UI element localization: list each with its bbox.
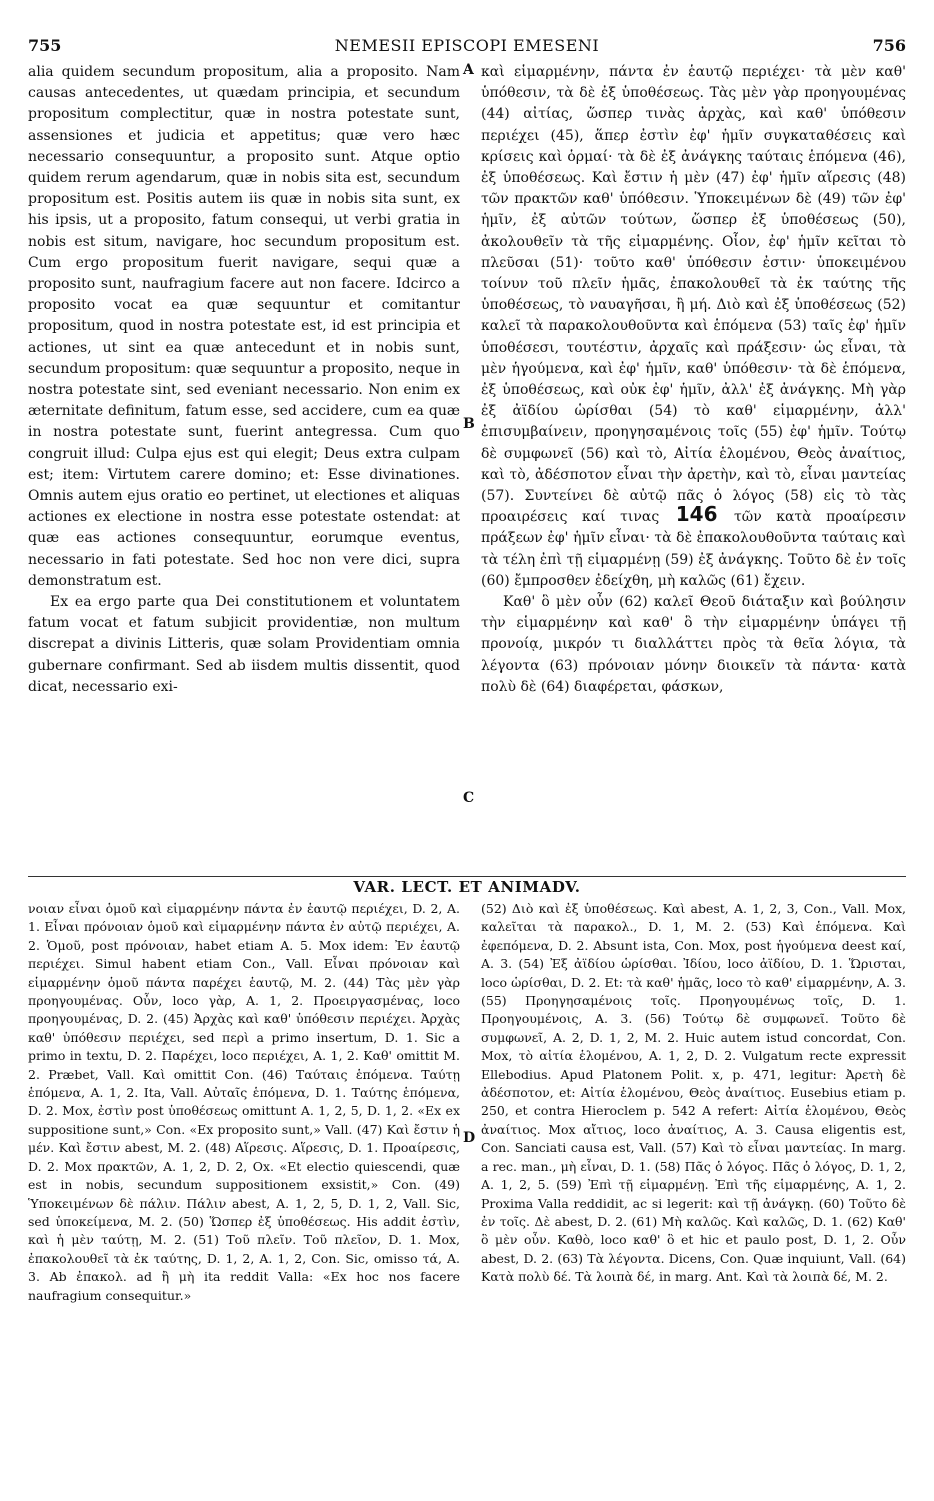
notes-right-text: (52) Διὸ καὶ ἐξ ὑποθέσεως. Καὶ abest, A. 1, 2, 3, Con., Vall. Mox, καλεῖται τὰ παρακολ., D. 1, M. 2. (53) Καὶ ἑπόμενα. Καὶ ἐφεπόμενα, D. 2. Absunt ista, Con. Mox, post ἡγούμενα deest καί, A. 3. (54) Ἐξ ἀϊδίου ὡρίσθαι. Ἰδίου, loco ἀϊδίου, D. 1. Ὥρισται, loco ὡρίσθαι, D. 2. Et: τὰ καθ' ἡμᾶς, loco τὸ καθ' εἱμαρμένην, A. 3. (55) Προηγησαμένοις τοῖς. Προηγουμένως τοῖς, D. 1. Προηγουμένοις, A. 3. (56) Τούτῳ δὲ συμφωνεῖ. Τοῦτο δὲ συμφωνεῖ, A. 2, D. 1, 2, M. 2. Huic autem istud concordat, Con. Mox, τὸ αἰτία ἑλομένου, A. 1, 2, D. 2. Vulgatum recte expressit Ellebodius. Apud Platonem Polit. x, p. 471, legitur: Ἀρετὴ δὲ ἀδέσποτον, et: Αἰτία ἑλομένου, Θεὸς ἀναίτιος. Eusebius etiam p. 250, et contra Hieroclem p. 542 A refert: Αἰτία ἑλομένου, Θεὸς ἀναίτιος. Mox αἴτιος, loco ἀναίτιος, A. 3. Causa eligentis est, Con. Sanciati causa est, Vall. (57) Καὶ τὸ εἶναι μαντείας. In marg. a rec. man., μὴ εἶναι, D. 1. (58) Πᾶς ὁ λόγος. Πᾶς ὁ λόγος, D. 1, 2, A. 1, 2, 5. (59) Ἐπὶ τῇ εἱμαρμένῃ. Ἐπὶ τῆς εἱμαρμένης, A. 1, 2. Proxima Valla reddidit, ac si legerit: καὶ τῇ ἀνάγκῃ. (60) Τοῦτο δὲ ἐν τοῖς. Δὲ abest, D. 2. (61) Μὴ καλῶς. Καὶ καλῶς, D. 1. (62) Καθ' ὃ μὲν οὖν. Καθὸ, loco καθ' ὃ et hic et paulo post, D. 1, 2. Οὖν abest, D. 2. (63) Τὰ λέγοντα. Dicens, Con. Quæ inquiunt, Vall. (64) Κατὰ πολὺ δέ. Τὰ λοιπὰ δέ, in marg. Ant. Καὶ τὰ λοιπὰ δέ, M. 2. (481, 901, 906, 1285)
latin-paragraph-2: Ex ea ergo parte qua Dei constitutionem et voluntatem fatum vocat et fatum subjicit providentiæ, non multum discrepat a divinis Litteris, quæ solam Providentiam omnia gubernare confirmant. Sed ab iisdem multis dissentit, quod dicat, necessario exi- (28, 594, 460, 695)
page-number-left: 755 (28, 36, 62, 55)
greek-column (481, 62, 906, 698)
section-marker-a: A (463, 62, 474, 78)
notes-left-text: νοιαν εἶναι ὁμοῦ καὶ εἱμαρμένην πάντα ἐν ἑαυτῷ περιέχει, D. 2, A. 1. Εἶναι πρόνοιαν ὁμοῦ καὶ εἱμαρμένην πάντα ἐν αὐτῷ περιέχει, A. 2. Ὁμοῦ, post πρόνοιαν, habet etiam A. 5. Mox idem: Ἐν ἑαυτῷ περιέχει. Simul habent etiam Con., Vall. Εἶναι πρόνοιαν καὶ εἱμαρμένην ὁμοῦ πάντα παρέχει ἑαυτῷ, M. 2. (44) Τὰς μὲν γὰρ προηγουμένας. Οὖν, loco γὰρ, A. 1, 2. Προειργασμένας, loco προηγουμένας, D. 2. (45) Ἀρχὰς καὶ καθ' ὑπόθεσιν περιέχει. Ἀρχὰς καθ' ὑπόθεσιν περιέχει, sed περὶ a primo insertum, D. 1. Sic a primo in textu, D. 2. Παρέχει, loco περιέχει, A. 1, 2. Καθ' omittit M. 2. Præbet, Vall. Καὶ omittit Con. (46) Ταύταις ἑπόμενα. Ταύτῃ ἑπόμενα, A. 1, 2. Ita, Vall. Αὐταῖς ἑπόμενα, D. 1. Ταύτης ἑπόμενα, D. 2. Mox, ἐστὶν post ὑποθέσεως omittunt A. 1, 2, 5, D. 1, 2. «Ex ex suppositione sunt,» Con. «Ex proposito sunt,» Vall. (47) Καὶ ἔστιν ἡ μέν. Καὶ ἔστιν abest, M. 2. (48) Αἵρεσις. Αἵρεσις, D. 1. Προαίρεσις, D. 2. Mox πρακτῶν, A. 1, 2, D. 2, Ox. «Et electio quiescendi, quæ est in nobis, secundum suppositionem exsistit,» Con. (49) Ὑποκειμένων δὲ πάλιν. Πάλιν abest, A. 1, 2, 5, D. 1, 2, Vall. Sic, sed ὑποκείμενα, M. 2. (50) Ὥσπερ ἐξ ὑποθέσεως. His addit ἐστὶν, καὶ ἡ μὲν ταύτῃ, M. 2. (51) Τοῦ πλεῖν. Τοῦ πλεῖον, D. 1. Mox, ἐπακολουθεῖ τὰ ἐκ ταύτης, D. 1, 2, A. 1, 2, Con. Sic, omisso τά, A. 3. Ab ἐπακολ. ad ἢ μὴ ita reddit Valla: «Ex hoc nos facere naufragium consequitur.» (28, 901, 460, 1303)
notes-divider (28, 876, 906, 877)
latin-column (28, 62, 460, 698)
edition-page-number: 146 (675, 502, 718, 527)
notes-left-column (28, 900, 460, 1305)
notes-right-column (481, 900, 906, 1287)
notes-heading: VAR. LECT. ET ANIMADV. (353, 878, 581, 896)
section-marker-b: B (463, 416, 475, 432)
greek-paragraph-1-part-b: τῶν κατὰ προαίρεσιν πράξεων ἐφ' ἡμῖν εἶναι· τὰ δὲ ἐπακολουθοῦντα ταύταις καὶ τὰ τέλη ἐπὶ τῇ εἱμαρμένῃ (59) ἐξ ἀνάγκης. Τοῦτο δὲ ἐν τοῖς (60) ἔμπροσθεν ἐδείχθη, μὴ καλῶς (61) ἔχειν. (481, 509, 906, 589)
page-number-right: 756 (872, 36, 906, 55)
greek-paragraph-1-part-a: καὶ εἱμαρμένην, πάντα ἐν ἑαυτῷ περιέχει· τὰ μὲν καθ' ὑπόθεσιν, τὰ δὲ ἐξ ὑποθέσεως. Τὰς μὲν γὰρ προηγουμένας (44) αἰτίας, ὥσπερ τινὰς ἀρχὰς, καὶ καθ' ὑπόθεσιν περιέχει (45), ἅπερ ἐστὶν ἐφ' ἡμῖν συγκαταθέσεις καὶ κρίσεις καὶ ὁρμαί· τὰ δὲ ἐξ ἀνάγκης ταύταις ἑπόμενα (46), ἐξ ὑποθέσεως. Καὶ ἔστιν ἡ μὲν (47) ἐφ' ἡμῖν αἵρεσις (48) τῶν πρακτῶν καθ' ὑπόθεσιν. Ὑποκειμένων δὲ (49) τῶν ἐφ' ἡμῖν, ἐξ αὐτῶν τούτων, ὥσπερ ἐξ ὑποθέσεως (50), ἀκολουθεῖν τὰ τῆς εἱμαρμένης. Οἷον, ἐφ' ἡμῖν κεῖται τὸ πλεῦσαι (51)· τοῦτο καθ' ὑπόθεσιν ἐστιν· ὑποκειμένου τοίνυν τοῦ πλεῖν ἡμᾶς, ἐπακολουθεῖ τὰ ἐκ ταύτης τῆς ὑποθέσεως, τὸ ναυαγῆσαι, ἢ μή. Διὸ καὶ ἐξ ὑποθέσεως (52) καλεῖ τὰ παρακολουθοῦντα καὶ ἑπόμενα (53) ταῖς ἐφ' ἡμῖν ὑποθέσεσι, τουτέστιν, ἀρχαῖς καὶ πράξεσιν· ὡς εἶναι, τὰ μὲν ἡγούμενα, καὶ ἐφ' ἡμῖν, καθ' ὑπόθεσιν· τὰ δὲ ἑπόμενα, ἐξ ὑποθέσεως, καὶ οὐκ ἐφ' ἡμῖν, ἀλλ' ἐξ ἀνάγκης. Μὴ γὰρ ἐξ ἀϊδίου ὡρίσθαι (54) τὸ καθ' εἱμαρμένην, ἀλλ' ἐπισυμβαίνειν, προηγησαμένοις τοῖς (55) ἐφ' ἡμῖν. Τούτῳ δὲ συμφωνεῖ (56) καὶ τὸ, Αἰτία ἑλομένου, Θεὸς ἀναίτιος, καὶ τὸ, ἀδέσποτον εἶναι τὴν ἀρετὴν, καὶ τὸ, εἶναι μαντείας (57). Συντείνει δὲ αὐτῷ πᾶς ὁ λόγος (58) εἰς τὸ τὰς προαιρέσεις καί τινας (481, 64, 906, 526)
greek-paragraph-2: Καθ' ὃ μὲν οὖν (62) καλεῖ Θεοῦ διάταξιν καὶ βούλησιν τὴν εἱμαρμένην καὶ καθ' ὃ τὴν εἱμαρμένην ὑπάγει τῇ προνοίᾳ, μικρόν τι διαλλάττει πρὸς τὰ θεῖα λόγια, τὰ λέγοντα (63) πρόνοιαν μόνην διοικεῖν τὰ πάντα· κατὰ πολὺ δὲ (64) διαφέρεται, φάσκων, (481, 594, 906, 695)
latin-paragraph-1: alia quidem secundum propositum, alia a proposito. Nam causas antecedentes, ut quædam principia, et secundum propositum complectitur, quæ in nostra potestate sunt, assensiones et judicia et appetitus; quæ vero hæc necessario consequuntur, a proposito sunt. Atque optio quidem rerum agendarum, quæ in nobis sita est, secundum propositum est. Positis autem iis quæ in nobis sita sunt, ex his ipsis, ut a proposito, fatum consequi, ut verbi gratia in nobis est situm, navigare, hoc secundum propositum est. Cum ergo propositum fuerit navigare, sequi quæ a proposito sunt, naufragium facere aut non facere. Idcirco a proposito vocat ea quæ sequuntur et comitantur propositum, quod in nostra potestate est, id est principia et actiones, ut sint ea quæ antecedunt et in nobis sunt, secundum propositum: quæ sequuntur a proposito, neque in nostra potestate sint, sed eveniant necessario. Non enim ex æternitate definitum, fatum esse, sed accidere, cum ea quæ in nostra potestate sunt, fuerint antegressa. Cum quo congruit illud: Culpa ejus est qui elegit; Deus extra culpam est; item: Virtutem carere domino; et: Esse divinationes. Omnis autem ejus oratio eo pertinet, ut electiones et aliquas actiones ex electione in nostra esse potestate ostendat: at quæ eas actiones consequuntur, eorumque eventus, necessario in fati potestate. Sed hoc non vere dici, supra demonstratum est. (28, 64, 460, 589)
greek-paragraph-1 (481, 62, 906, 592)
section-marker-d: D (463, 1130, 476, 1146)
running-title: NEMESII EPISCOPI EMESENI (334, 36, 600, 55)
section-marker-c: C (463, 790, 475, 806)
page-header (28, 36, 906, 58)
